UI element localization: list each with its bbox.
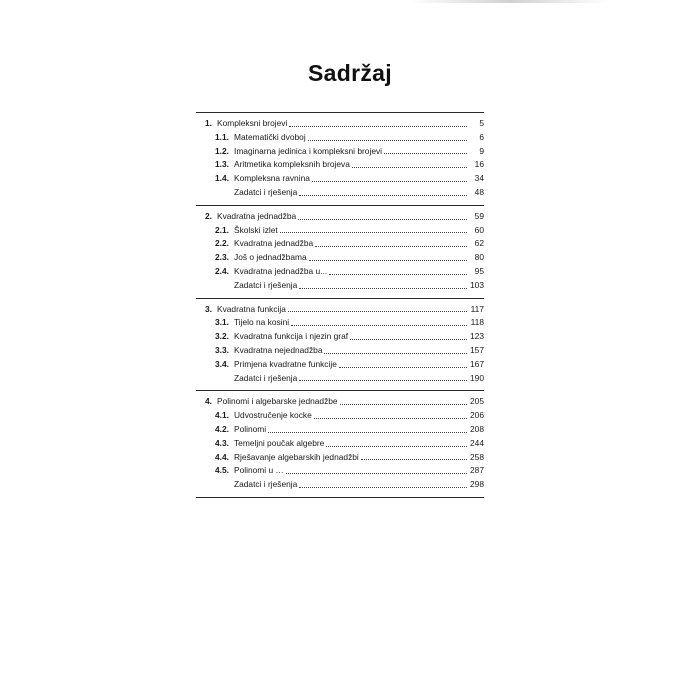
- toc-subsection-row[interactable]: [196, 172, 484, 186]
- exercises-title: Zadatci i rješenja: [234, 479, 298, 490]
- toc-subsection-row[interactable]: [196, 344, 484, 358]
- page-number: 34: [474, 173, 484, 184]
- dot-leader: [291, 325, 467, 326]
- dot-leader: [326, 446, 467, 447]
- page-title: Sadržaj: [308, 60, 392, 86]
- toc-exercises-row[interactable]: [196, 186, 484, 200]
- chapter-number: 3.: [205, 303, 212, 314]
- chapter-number: 1.: [205, 118, 212, 128]
- subsection-title: Kvadratna nejednadžba: [234, 344, 323, 355]
- dot-leader: [286, 473, 467, 474]
- chapter-number: 2.: [205, 210, 212, 221]
- subsection-number: 3.3.: [215, 344, 229, 355]
- dot-leader: [280, 232, 467, 233]
- page-number: 205: [470, 396, 484, 407]
- toc-chapter-row[interactable]: [196, 395, 484, 409]
- chapter-title: Kvadratna funkcija: [217, 303, 286, 314]
- dot-leader: [324, 353, 467, 354]
- dot-leader: [289, 126, 467, 127]
- subsection-number: 4.5.: [215, 465, 229, 476]
- subsection-title: Imaginarna jedinica i kompleksni brojevi: [234, 145, 383, 156]
- page-number: 117: [470, 303, 484, 314]
- toc-subsection-row[interactable]: [196, 237, 484, 251]
- chapter-title: Polinomi i algebarske jednadžbe: [217, 396, 338, 407]
- toc-subsection-row[interactable]: [196, 145, 484, 159]
- toc-chapter-row[interactable]: [196, 303, 484, 317]
- chapter-title: Kvadratna jednadžba: [217, 210, 297, 221]
- toc-subsection-row[interactable]: [196, 423, 484, 437]
- subsection-title: Polinomi u …: [234, 465, 284, 476]
- toc-chapter-row[interactable]: [196, 117, 484, 131]
- toc-subsection-row[interactable]: [196, 158, 484, 172]
- subsection-title: Kvadratna jednadžba: [234, 238, 314, 249]
- toc-subsection-row[interactable]: [196, 358, 484, 372]
- toc-exercises-row[interactable]: [196, 478, 484, 492]
- dot-leader: [340, 404, 467, 405]
- page-number: 118: [470, 317, 484, 328]
- subsection-number: 1.1.: [215, 131, 229, 142]
- subsection-number: 3.4.: [215, 358, 229, 369]
- toc-section: [196, 112, 484, 206]
- page-number: 80: [474, 252, 484, 263]
- subsection-number: 2.3.: [215, 252, 229, 263]
- dot-leader: [312, 181, 467, 182]
- toc-subsection-row[interactable]: [196, 251, 484, 265]
- page-number: 123: [470, 331, 484, 342]
- subsection-title: Kvadratna funkcija i njezin graf: [234, 331, 349, 342]
- subsection-title: Temeljni poučak algebre: [234, 437, 325, 448]
- dot-leader: [298, 219, 467, 220]
- toc-section: [196, 299, 484, 392]
- page-number: 16: [474, 159, 484, 170]
- subsection-title: Rješavanje algebarskih jednadžbi: [234, 451, 359, 462]
- page-number: 5: [479, 118, 484, 128]
- dot-leader: [308, 140, 467, 141]
- page-number: 167: [470, 358, 484, 369]
- page-number: 157: [470, 344, 484, 355]
- subsection-title: Školski izlet: [234, 224, 278, 235]
- dot-leader: [309, 260, 467, 261]
- exercises-title: Zadatci i rješenja: [234, 372, 298, 383]
- subsection-title: Kompleksna ravnina: [234, 173, 310, 184]
- page-number: 48: [474, 186, 484, 197]
- page-number: 95: [474, 265, 484, 276]
- subsection-number: 2.1.: [215, 224, 229, 235]
- subsection-title: Udvostručenje kocke: [234, 410, 312, 421]
- toc-section: [196, 391, 484, 498]
- toc-chapter-row[interactable]: [196, 210, 484, 224]
- page-number: 208: [470, 423, 484, 434]
- subsection-number: 4.1.: [215, 410, 229, 421]
- subsection-number: 2.4.: [215, 265, 229, 276]
- toc-subsection-row[interactable]: [196, 224, 484, 238]
- page-number: 244: [470, 437, 484, 448]
- page-number: 6: [479, 131, 484, 142]
- toc-subsection-row[interactable]: [196, 265, 484, 279]
- subsection-title: Još o jednadžbama: [234, 252, 307, 263]
- subsection-title: Polinomi: [234, 423, 267, 434]
- chapter-title: Kompleksni brojevi: [217, 118, 288, 128]
- page-number: 60: [474, 224, 484, 235]
- exercises-title: Zadatci i rješenja: [234, 279, 298, 290]
- dot-leader: [352, 167, 467, 168]
- toc-subsection-row[interactable]: [196, 437, 484, 451]
- subsection-number: 4.3.: [215, 437, 229, 448]
- dot-leader: [361, 459, 467, 460]
- page-number: 298: [470, 479, 484, 490]
- page-number: 103: [470, 279, 484, 290]
- dot-leader: [314, 418, 467, 419]
- dot-leader: [299, 487, 467, 488]
- page-number: 59: [474, 210, 484, 221]
- table-of-contents: [196, 112, 484, 498]
- dot-leader: [299, 195, 467, 196]
- dot-leader: [339, 367, 467, 368]
- toc-section: [196, 206, 484, 299]
- page-number: 62: [474, 238, 484, 249]
- subsection-number: 4.4.: [215, 451, 229, 462]
- page-number: 258: [470, 451, 484, 462]
- scan-edge-shadow: [410, 0, 610, 3]
- subsection-number: 3.1.: [215, 317, 229, 328]
- toc-subsection-row[interactable]: [196, 464, 484, 478]
- page-number: 9: [479, 145, 484, 156]
- toc-subsection-row[interactable]: [196, 316, 484, 330]
- toc-exercises-row[interactable]: [196, 372, 484, 386]
- subsection-number: 3.2.: [215, 331, 229, 342]
- toc-subsection-row[interactable]: [196, 131, 484, 145]
- dot-leader: [315, 246, 467, 247]
- subsection-title: Tijelo na kosini: [234, 317, 290, 328]
- dot-leader: [299, 380, 467, 381]
- toc-subsection-row[interactable]: [196, 451, 484, 465]
- subsection-number: 1.3.: [215, 159, 229, 170]
- toc-subsection-row[interactable]: [196, 409, 484, 423]
- page-number: 190: [470, 372, 484, 383]
- page-number: 206: [470, 410, 484, 421]
- subsection-number: 4.2.: [215, 423, 229, 434]
- exercises-title: Zadatci i rješenja: [234, 186, 298, 197]
- subsection-title: Aritmetika kompleksnih brojeva: [234, 159, 350, 170]
- subsection-title: Matematički dvoboj: [234, 131, 306, 142]
- dot-leader: [329, 274, 467, 275]
- chapter-number: 4.: [205, 396, 212, 407]
- dot-leader: [299, 288, 467, 289]
- subsection-number: 1.4.: [215, 173, 229, 184]
- dot-leader: [288, 311, 467, 312]
- toc-exercises-row[interactable]: [196, 279, 484, 293]
- page-number: 287: [470, 465, 484, 476]
- subsection-number: 1.2.: [215, 145, 229, 156]
- toc-subsection-row[interactable]: [196, 330, 484, 344]
- dot-leader: [384, 153, 467, 154]
- dot-leader: [268, 432, 467, 433]
- dot-leader: [350, 339, 467, 340]
- subsection-title: Primjena kvadratne funkcije: [234, 358, 337, 369]
- subsection-number: 2.2.: [215, 238, 229, 249]
- subsection-title: Kvadratna jednadžba u...: [234, 265, 328, 276]
